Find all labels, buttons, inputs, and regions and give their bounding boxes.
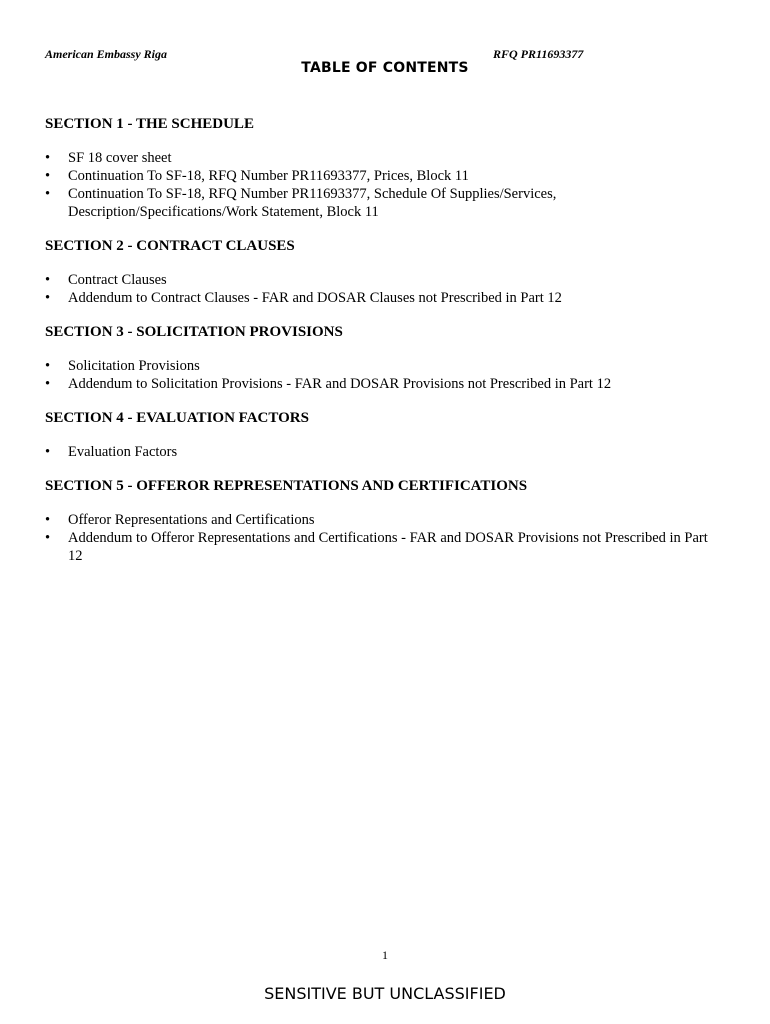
page-title: TABLE OF CONTENTS — [301, 60, 469, 76]
list-item-text: Addendum to Solicitation Provisions - FAR and DOSAR Provisions not Prescribed in Part 12 — [68, 376, 612, 392]
list-item-text: Continuation To SF-18, RFQ Number PR11693377, Prices, Block 11 — [68, 168, 469, 184]
section-heading: SECTION 1 - THE SCHEDULE — [45, 116, 254, 132]
list-item-text: Offeror Representations and Certifications — [68, 512, 315, 528]
list-item — [45, 529, 725, 565]
bullet-icon: • — [45, 150, 51, 166]
section-item-list — [45, 149, 725, 221]
list-item-text: Contract Clauses — [68, 272, 167, 288]
list-item — [45, 149, 725, 167]
bullet-icon: • — [45, 530, 51, 546]
list-item-text: Solicitation Provisions — [68, 358, 200, 374]
header-right-rfq-number: RFQ PR11693377 — [493, 47, 584, 61]
bullet-icon: • — [45, 512, 51, 528]
section-item-list — [45, 443, 725, 461]
list-item — [45, 271, 725, 289]
list-item-text: Addendum to Contract Clauses - FAR and DOSAR Clauses not Prescribed in Part 12 — [68, 290, 562, 306]
list-item — [45, 511, 725, 529]
list-item-text: Continuation To SF-18, RFQ Number PR11693377, Schedule Of Supplies/Services, Description/Specifications/Work Statement, Block 11 — [68, 186, 557, 220]
section-heading: SECTION 3 - SOLICITATION PROVISIONS — [45, 324, 343, 340]
section-item-list — [45, 511, 725, 565]
bullet-icon: • — [45, 168, 51, 184]
classification-footer: SENSITIVE BUT UNCLASSIFIED — [264, 984, 506, 1003]
list-item — [45, 375, 725, 393]
section-1 — [45, 114, 725, 221]
list-item-text: Addendum to Offeror Representations and Certifications - FAR and DOSAR Provisions not Prescribed in Part 12 — [68, 530, 708, 564]
list-item — [45, 357, 725, 375]
bullet-icon: • — [45, 272, 51, 288]
section-2 — [45, 236, 725, 307]
bullet-icon: • — [45, 290, 51, 306]
section-5 — [45, 476, 725, 565]
page-number: 1 — [382, 948, 388, 962]
table-of-contents — [45, 114, 725, 580]
section-item-list — [45, 357, 725, 393]
section-heading: SECTION 4 - EVALUATION FACTORS — [45, 410, 309, 426]
list-item-text: SF 18 cover sheet — [68, 150, 172, 166]
bullet-icon: • — [45, 358, 51, 374]
section-4 — [45, 408, 725, 461]
list-item — [45, 443, 725, 461]
section-item-list — [45, 271, 725, 307]
bullet-icon: • — [45, 444, 51, 460]
list-item — [45, 185, 725, 221]
list-item — [45, 289, 725, 307]
section-3 — [45, 322, 725, 393]
section-heading: SECTION 5 - OFFEROR REPRESENTATIONS AND CERTIFICATIONS — [45, 478, 528, 494]
list-item — [45, 167, 725, 185]
bullet-icon: • — [45, 186, 51, 202]
header-left-embassy: American Embassy Riga — [45, 47, 168, 61]
section-heading: SECTION 2 - CONTRACT CLAUSES — [45, 238, 295, 254]
bullet-icon: • — [45, 376, 51, 392]
list-item-text: Evaluation Factors — [68, 444, 178, 460]
